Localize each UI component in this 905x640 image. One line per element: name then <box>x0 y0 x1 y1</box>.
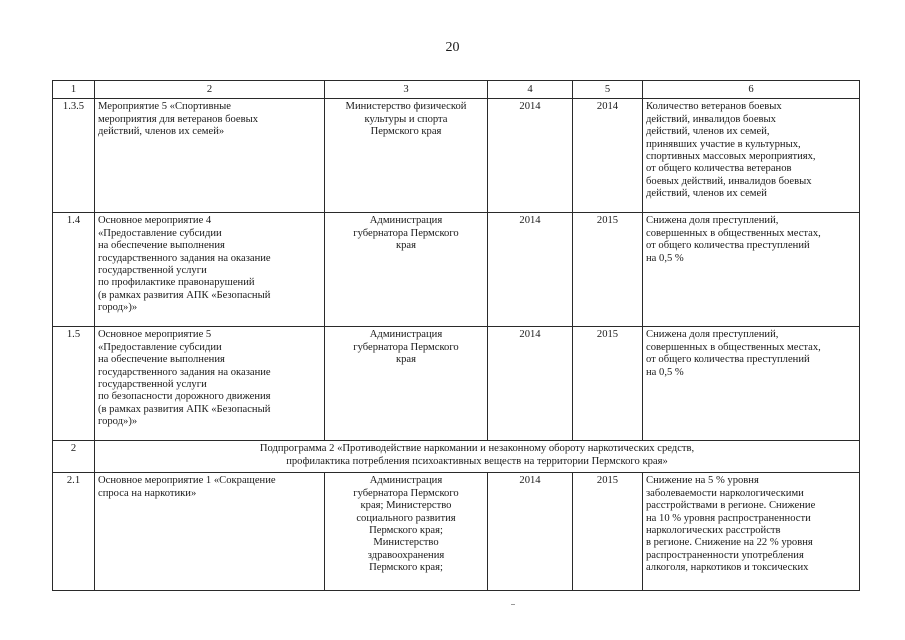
scan-mark <box>511 604 515 605</box>
expected-result: Количество ветеранов боевых действий, инвалидов боевых действий, членов их семей, принявших участие в культурных, спортивных массовых мероприятиях, от общего количества ветеранов боевых действий, инвалидов боевых действий, членов их семей <box>643 99 860 213</box>
subprogram-row <box>53 441 860 473</box>
executor: Администрация губернатора Пермского края <box>325 213 488 327</box>
table-row <box>53 99 860 213</box>
subprogram-title: Подпрограмма 2 «Противодействие наркомании и незаконному обороту наркотических средств, профилактика потребления психоактивных веществ на территории Пермского края» <box>95 441 860 473</box>
start-year: 2014 <box>488 213 573 327</box>
column-header: 6 <box>643 81 860 99</box>
column-header: 5 <box>573 81 643 99</box>
row-number: 2 <box>53 441 95 473</box>
column-header: 3 <box>325 81 488 99</box>
end-year: 2014 <box>573 99 643 213</box>
row-number: 1.4 <box>53 213 95 327</box>
expected-result: Снижена доля преступлений, совершенных в общественных местах, от общего количества преступлений на 0,5 % <box>643 213 860 327</box>
end-year: 2015 <box>573 327 643 441</box>
start-year: 2014 <box>488 327 573 441</box>
activity-name: Мероприятие 5 «Спортивные мероприятия для ветеранов боевых действий, членов их семей» <box>95 99 325 213</box>
column-header: 1 <box>53 81 95 99</box>
activity-name: Основное мероприятие 5 «Предоставление субсидии на обеспечение выполнения государственного задания на оказание государственной услуги по безопасности дорожного движения (в рамках развития АПК «Безопасный город»)» <box>95 327 325 441</box>
row-number: 1.5 <box>53 327 95 441</box>
start-year: 2014 <box>488 473 573 591</box>
activity-name: Основное мероприятие 1 «Сокращение спроса на наркотики» <box>95 473 325 591</box>
table-row <box>53 213 860 327</box>
end-year: 2015 <box>573 213 643 327</box>
table-row <box>53 327 860 441</box>
activity-name: Основное мероприятие 4 «Предоставление субсидии на обеспечение выполнения государственного задания на оказание государственной услуги по профилактике правонарушений (в рамках развития АПК «Безопасный город»)» <box>95 213 325 327</box>
row-number: 1.3.5 <box>53 99 95 213</box>
table-row <box>53 473 860 591</box>
end-year: 2015 <box>573 473 643 591</box>
executor: Администрация губернатора Пермского края <box>325 327 488 441</box>
executor: Администрация губернатора Пермского края; Министерство социального развития Пермского края; Министерство здравоохранения Пермского края; <box>325 473 488 591</box>
page-number: 20 <box>445 40 460 55</box>
expected-result: Снижена доля преступлений, совершенных в общественных местах, от общего количества преступлений на 0,5 % <box>643 327 860 441</box>
start-year: 2014 <box>488 99 573 213</box>
column-header: 2 <box>95 81 325 99</box>
column-header: 4 <box>488 81 573 99</box>
expected-result: Снижение на 5 % уровня заболеваемости наркологическими расстройствами в регионе. Снижение на 10 % уровня распространенности наркологических расстройств в регионе. Снижение на 22 % уровня распространенности употребления алкоголя, наркотиков и токсических <box>643 473 860 591</box>
program-table <box>52 80 860 591</box>
table-header-row <box>53 81 860 99</box>
executor: Министерство физической культуры и спорта Пермского края <box>325 99 488 213</box>
row-number: 2.1 <box>53 473 95 591</box>
